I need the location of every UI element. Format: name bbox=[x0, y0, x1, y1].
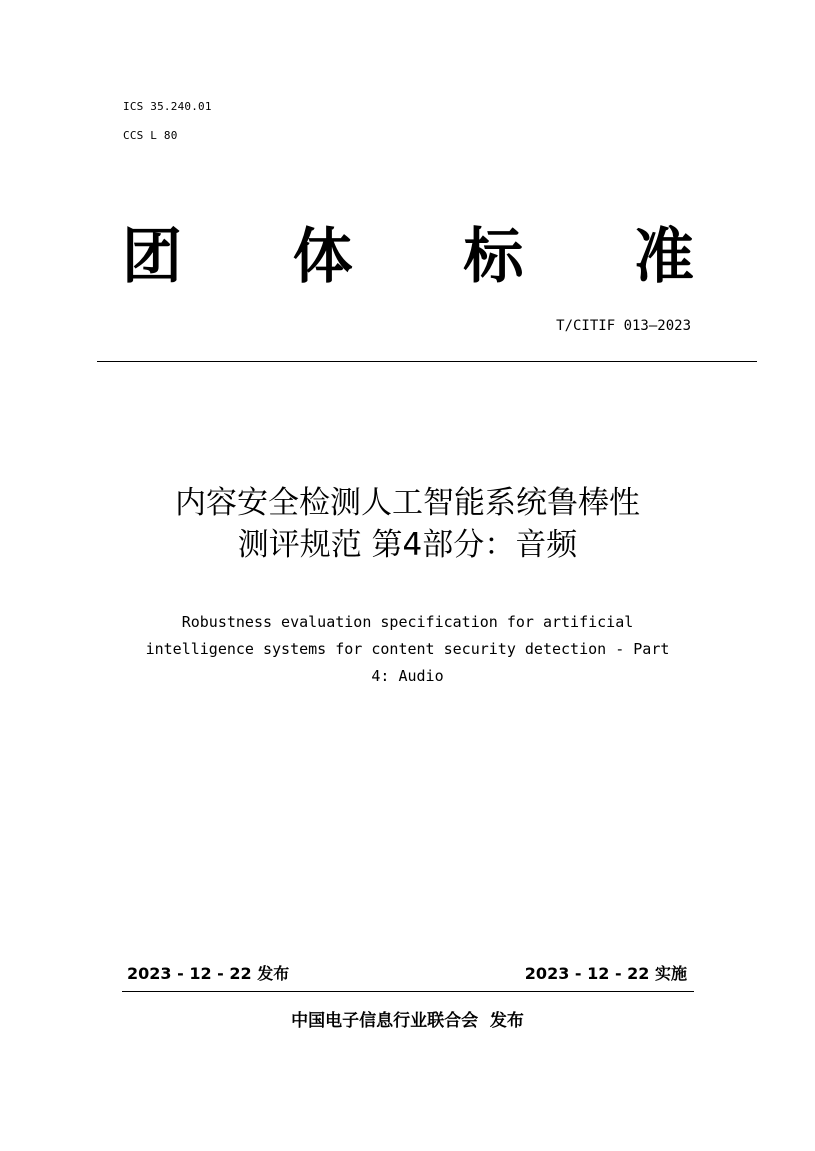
standard-type-char: 团 bbox=[122, 222, 182, 292]
implement-date: 2023 - 12 - 22 实施 bbox=[524, 964, 687, 983]
english-title-line: Robustness evaluation specification for artificial bbox=[181, 613, 634, 631]
chinese-title-line: 内容安全检测人工智能系统鲁棒性 bbox=[175, 485, 640, 521]
date-row bbox=[127, 962, 687, 986]
standard-type-title bbox=[122, 222, 694, 292]
english-title-line: 4: Audio bbox=[371, 667, 444, 685]
chinese-title-line: 测评规范 第4部分：音频 bbox=[237, 527, 578, 563]
publisher: 中国电子信息行业联合会 发布 bbox=[291, 1011, 524, 1031]
standard-number: T/CITIF 013—2023 bbox=[556, 318, 691, 334]
standard-type-char: 体 bbox=[292, 222, 353, 292]
standard-type-char: 准 bbox=[633, 222, 694, 292]
english-title bbox=[60, 609, 755, 690]
footer-divider bbox=[122, 991, 694, 992]
chinese-title bbox=[60, 482, 755, 566]
publish-date: 2023 - 12 - 22 发布 bbox=[127, 964, 290, 983]
header-divider bbox=[97, 361, 757, 362]
ics-code: ICS 35.240.01 bbox=[123, 100, 212, 113]
english-title-line: intelligence systems for content security detection - Part bbox=[145, 640, 670, 658]
standard-type-char: 标 bbox=[463, 222, 524, 292]
ccs-code: CCS L 80 bbox=[123, 129, 178, 142]
